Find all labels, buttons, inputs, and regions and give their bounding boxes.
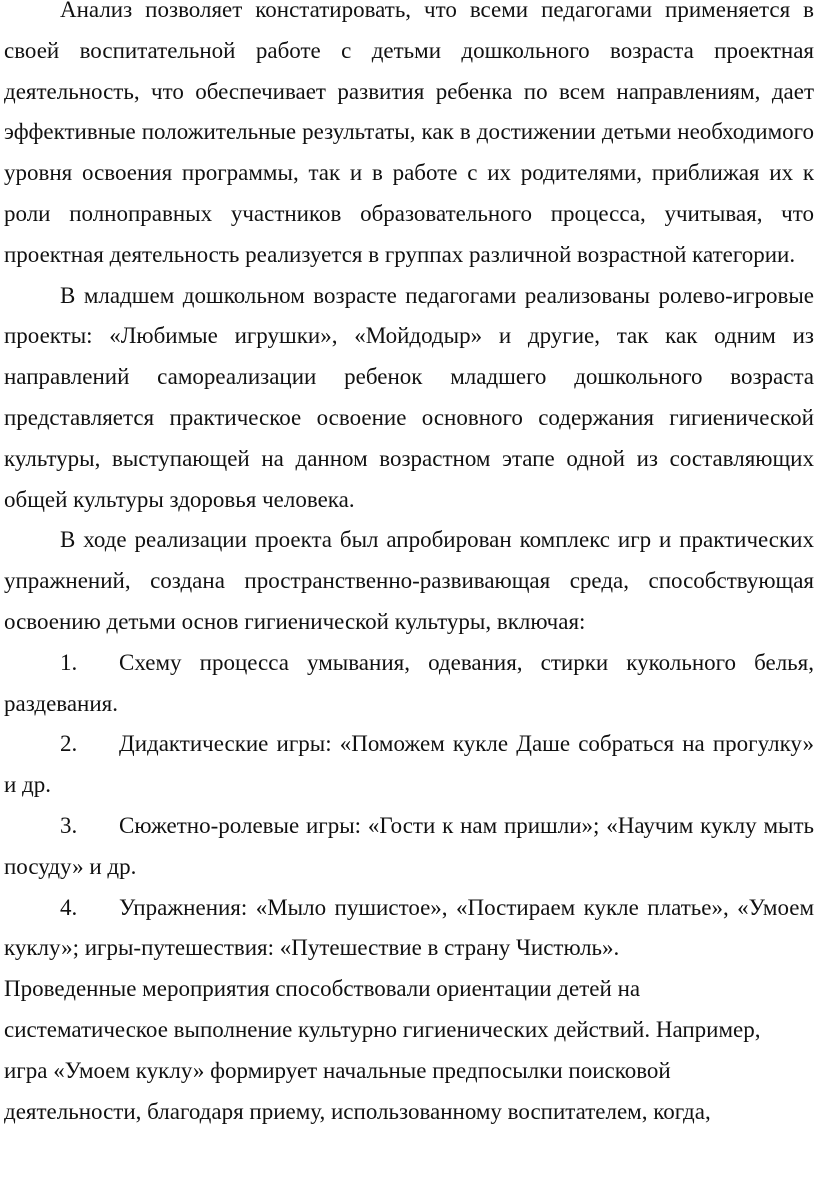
numbered-list xyxy=(4,643,814,969)
list-item-number: 1. xyxy=(60,649,78,675)
paragraph-junior-age: В младшем дошкольном возрасте педагогами реализованы ролево-игровые проекты: «Любимые игрушки», «Мойдодыр» и другие, так как одним из направлений самореализации ребенок младшего дошкольного возраста представляется практическое освоение основного содержания гигиенической культуры, выступающей на данном возрастном этапе одной из составляющих общей культуры здоровья человека. xyxy=(4,282,814,512)
list-item xyxy=(4,724,814,806)
list-item-text: Схему процесса умывания, одевания, стирки кукольного белья, раздевания. xyxy=(4,649,814,716)
list-item-text: Сюжетно-ролевые игры: «Гости к нам пришли»; «Научим куклу мыть посуду» и др. xyxy=(4,812,814,879)
text-line: систематическое выполнение культурно гигиенических действий. Например, xyxy=(4,1016,761,1042)
list-item xyxy=(4,888,814,970)
list-item xyxy=(4,643,814,725)
paragraph-project: В ходе реализации проекта был апробирован комплекс игр и практических упражнений, создана пространственно-развивающая среда, способствующая освоению детьми основ гигиенической культуры, включая: xyxy=(4,527,814,634)
list-item xyxy=(4,806,814,888)
list-item-number: 4. xyxy=(60,894,78,920)
text-line: деятельности, благодаря приему, использованному воспитателем, когда, xyxy=(4,1098,711,1124)
document-page xyxy=(4,0,814,1132)
list-item-number: 3. xyxy=(60,812,78,838)
paragraph-analysis: Анализ позволяет констатировать, что всеми педагогами применяется в своей воспитательной работе с детьми дошкольного возраста проектная деятельность, что обеспечивает развития ребенка по всем направлениям, дает эффективные положительные результаты, как в достижении детьми необходимого уровня освоения программы, так и в работе с их родителями, приближая их к роли полноправных участников образовательного процесса, учитывая, что проектная деятельность реализуется в группах различной возрастной категории. xyxy=(4,0,814,267)
closing-paragraph xyxy=(4,969,814,1132)
text-line: Проведенные мероприятия способствовали ориентации детей на xyxy=(4,976,641,1002)
list-item-text: Упражнения: «Мыло пушистое», «Постираем кукле платье», «Умоем куклу»; игры-путешествия: «Путешествие в страну Чистюль». xyxy=(4,894,814,961)
list-item-number: 2. xyxy=(60,731,78,757)
text-line: игра «Умоем куклу» формирует начальные предпосылки поисковой xyxy=(4,1057,671,1083)
list-item-text: Дидактические игры: «Поможем кукле Даше собраться на прогулку» и др. xyxy=(4,731,814,798)
